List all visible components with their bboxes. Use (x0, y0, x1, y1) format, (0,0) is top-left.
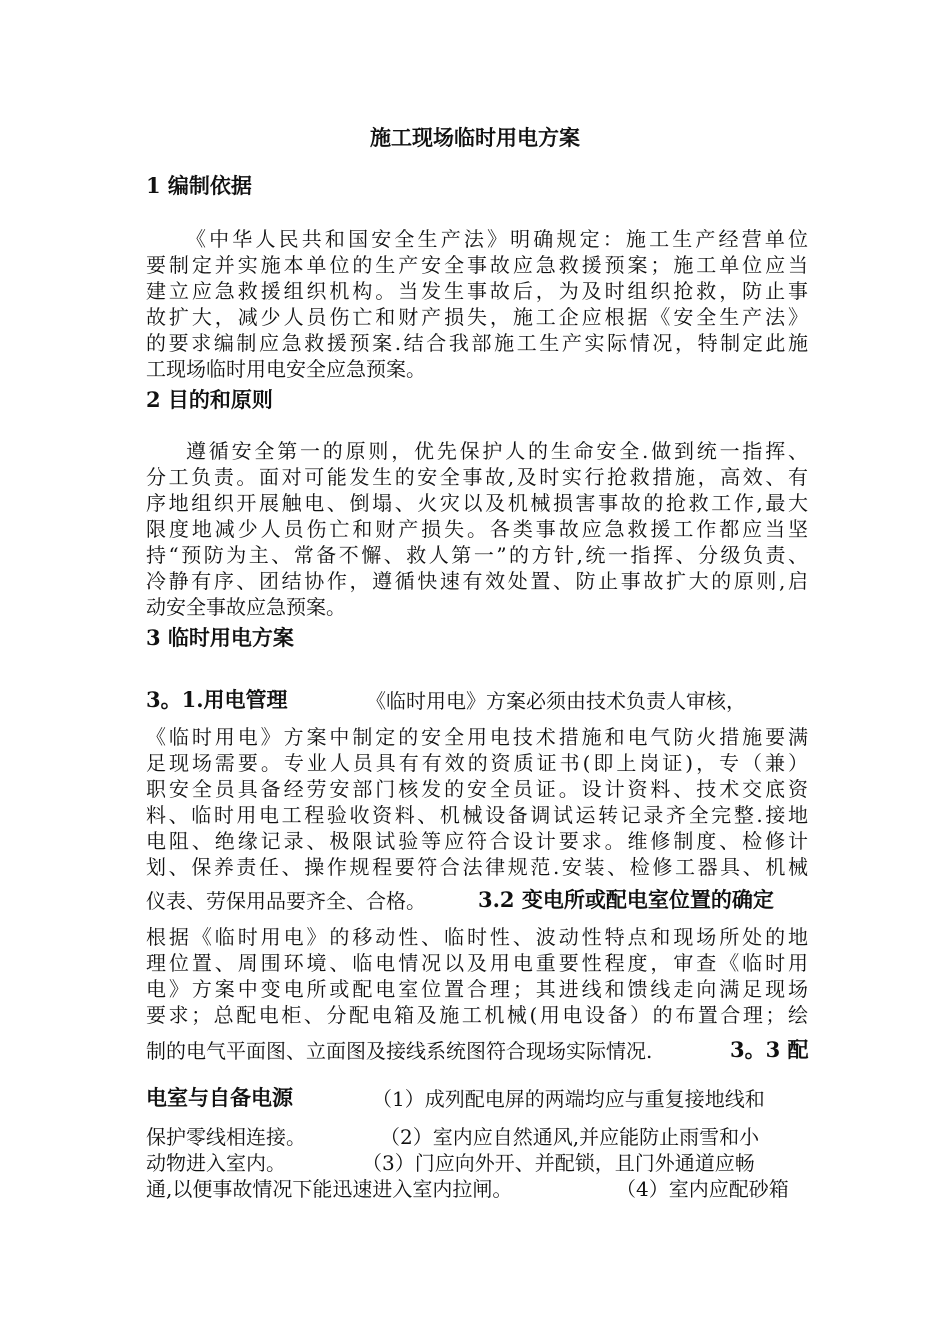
s3-2-line-2: 理位置、周围环境、临电情况以及用电重要性程度，审查《临时用 (146, 951, 808, 975)
section-2-heading: 2 目的和原则 (146, 387, 273, 412)
s3-2-line-3: 电》方案中变电所或配电室位置合理；其进线和馈线走向满足现场 (146, 977, 808, 1001)
s3-2-last-line: 制的电气平面图、立面图及接线系统图符合现场实际情况. (146, 1039, 653, 1063)
section-3-heading: 3 临时用电方案 (146, 625, 294, 650)
section-3-3-heading-part-1: 3。3 配 (730, 1037, 809, 1062)
s3-1-intro-text: 《临时用电》方案必须由技术负责人审核， (366, 689, 746, 713)
section-3-2-heading: 3.2 变电所或配电室位置的确定 (478, 887, 774, 912)
s3-1-line-2: 足现场需要。专业人员具有有效的资质证书(即上岗证)，专（兼） (146, 751, 808, 775)
s3-3-item-3: （3）门应向外开、并配锁，且门外通道应畅 (362, 1151, 755, 1175)
s1-line-3: 建立应急救援组织机构。当发生事故后，为及时组织抢救，防止事 (146, 279, 808, 303)
s3-3-item-1-cont: 保护零线相连接。 (146, 1125, 306, 1149)
s2-line-5: 持“预防为主、常备不懈、救人第一”的方针,统一指挥、分级负责、 (146, 543, 808, 567)
s3-3-item-2: （2）室内应自然通风,并应能防止雨雪和小 (380, 1125, 760, 1149)
s3-1-line-3: 职安全员具备经劳安部门核发的安全员证。设计资料、技术交底资 (146, 777, 808, 801)
s2-line-1: 遵循安全第一的原则，优先保护人的生命安全.做到统一指挥、 (186, 439, 808, 463)
s2-line-2: 分工负责。面对可能发生的安全事故,及时实行抢救措施，高效、有 (146, 465, 808, 489)
s3-1-line-4: 料、临时用电工程验收资料、机械设备调试运转记录齐全完整.接地 (146, 803, 808, 827)
document-title: 施工现场临时用电方案 (370, 125, 580, 150)
s3-1-line-5: 电阻、绝缘记录、极限试验等应符合设计要求。维修制度、检修计 (146, 829, 808, 853)
s3-3-item-4: （4）室内应配砂箱 (616, 1177, 789, 1201)
s3-3-item-2-cont: 动物进入室内。 (146, 1151, 286, 1175)
s3-2-line-1: 根据《临时用电》的移动性、临时性、波动性特点和现场所处的地 (146, 925, 808, 949)
s3-2-line-4: 要求；总配电柜、分配电箱及施工机械(用电设备）的布置合理；绘 (146, 1003, 808, 1027)
s2-line-6: 冷静有序、团结协作，遵循快速有效处置、防止事故扩大的原则,启 (146, 569, 808, 593)
s2-line-4: 限度地减少人员伤亡和财产损失。各类事故应急救援工作都应当坚 (146, 517, 808, 541)
s1-line-1: 《中华人民共和国安全生产法》明确规定：施工生产经营单位 (186, 227, 808, 251)
s1-line-5: 的要求编制应急救援预案.结合我部施工生产实际情况，特制定此施 (146, 331, 808, 355)
s3-1-last-line: 仪表、劳保用品要齐全、合格。 (146, 889, 426, 913)
s1-line-2: 要制定并实施本单位的生产安全事故应急救援预案；施工单位应当 (146, 253, 808, 277)
s3-3-item-3-cont: 通,以便事故情况下能迅速进入室内拉闸。 (146, 1177, 513, 1201)
s3-1-line-1: 《临时用电》方案中制定的安全用电技术措施和电气防火措施要满 (146, 725, 808, 749)
s2-line-7: 动安全事故应急预案。 (146, 595, 346, 619)
section-3-3-heading-part-2: 电室与自备电源 (146, 1085, 293, 1110)
s2-line-3: 序地组织开展触电、倒塌、火灾以及机械损害事故的抢救工作,最大 (146, 491, 808, 515)
s3-1-line-6: 划、保养责任、操作规程要符合法律规范.安装、检修工器具、机械 (146, 855, 808, 879)
section-3-1-heading: 3。1.用电管理 (146, 687, 288, 712)
s1-line-6: 工现场临时用电安全应急预案。 (146, 357, 426, 381)
s1-line-4: 故扩大，减少人员伤亡和财产损失，施工企应根据《安全生产法》 (146, 305, 808, 329)
section-1-heading: 1 编制依据 (146, 173, 252, 198)
s3-3-item-1: （1）成列配电屏的两端均应与重复接地线和 (372, 1087, 765, 1111)
